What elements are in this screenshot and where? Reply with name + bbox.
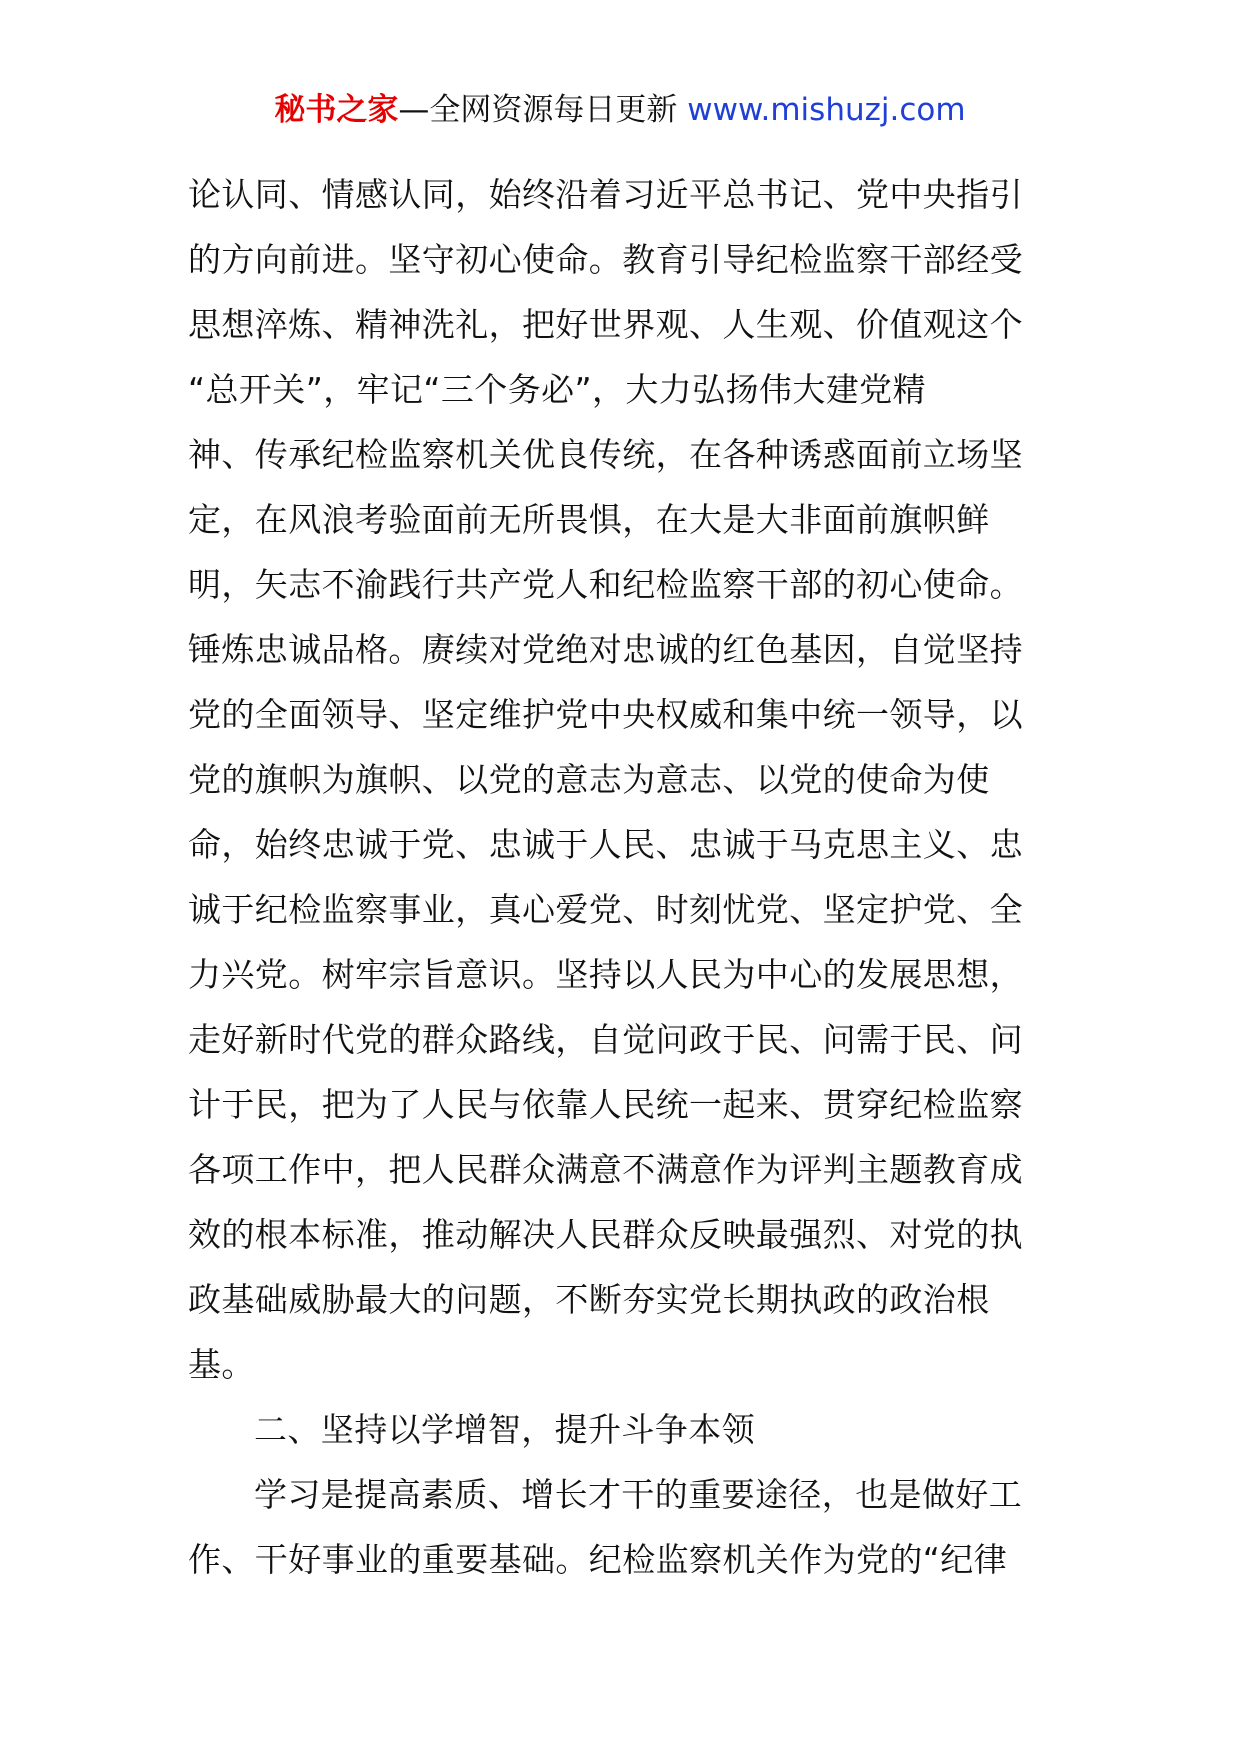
document-body: [188, 162, 1058, 1592]
body-line: 走好新时代党的群众路线，自觉问政于民、问需于民、问: [188, 1020, 1023, 1059]
site-url-link[interactable]: www.mishuzj.com: [687, 92, 966, 128]
body-line: 力兴党。树牢宗旨意识。坚持以人民为中心的发展思想，: [188, 955, 1023, 994]
body-line: 计于民，把为了人民与依靠人民统一起来、贯穿纪检监察: [188, 1085, 1023, 1124]
body-line: 命，始终忠诚于党、忠诚于人民、忠诚于马克思主义、忠: [188, 825, 1023, 864]
body-line: 论认同、情感认同，始终沿着习近平总书记、党中央指引: [188, 175, 1023, 214]
body-line: 定，在风浪考验面前无所畏惧，在大是大非面前旗帜鲜: [188, 500, 990, 539]
body-line: 作、干好事业的重要基础。纪检监察机关作为党的“纪律: [188, 1540, 1008, 1579]
body-line: 党的旗帜为旗帜、以党的意志为意志、以党的使命为使: [188, 760, 990, 799]
body-line: 政基础威胁最大的问题，不断夯实党长期执政的政治根: [188, 1280, 990, 1319]
body-line: 的方向前进。坚守初心使命。教育引导纪检监察干部经受: [188, 240, 1023, 279]
site-tagline: —全网资源每日更新: [398, 92, 688, 128]
site-header: [0, 88, 1240, 132]
body-line: 基。: [188, 1345, 255, 1384]
body-line: 明，矢志不渝践行共产党人和纪检监察干部的初心使命。: [188, 565, 1023, 604]
site-brand: 秘书之家: [274, 92, 399, 128]
body-line: 神、传承纪检监察机关优良传统，在各种诱惑面前立场坚: [188, 435, 1023, 474]
body-line: 锤炼忠诚品格。赓续对党绝对忠诚的红色基因，自觉坚持: [188, 630, 1023, 669]
body-line: 诚于纪检监察事业，真心爱党、时刻忧党、坚定护党、全: [188, 890, 1023, 929]
body-line: 党的全面领导、坚定维护党中央权威和集中统一领导，以: [188, 695, 1023, 734]
body-line: 思想淬炼、精神洗礼，把好世界观、人生观、价值观这个: [188, 305, 1023, 344]
body-line: 效的根本标准，推动解决人民群众反映最强烈、对党的执: [188, 1215, 1023, 1254]
body-line: 学习是提高素质、增长才干的重要途径，也是做好工: [254, 1475, 1023, 1514]
section-heading: 二、坚持以学增智，提升斗争本领: [254, 1410, 755, 1449]
body-line: 各项工作中，把人民群众满意不满意作为评判主题教育成: [188, 1150, 1023, 1189]
body-line: “总开关”，牢记“三个务必”，大力弘扬伟大建党精: [188, 370, 926, 409]
